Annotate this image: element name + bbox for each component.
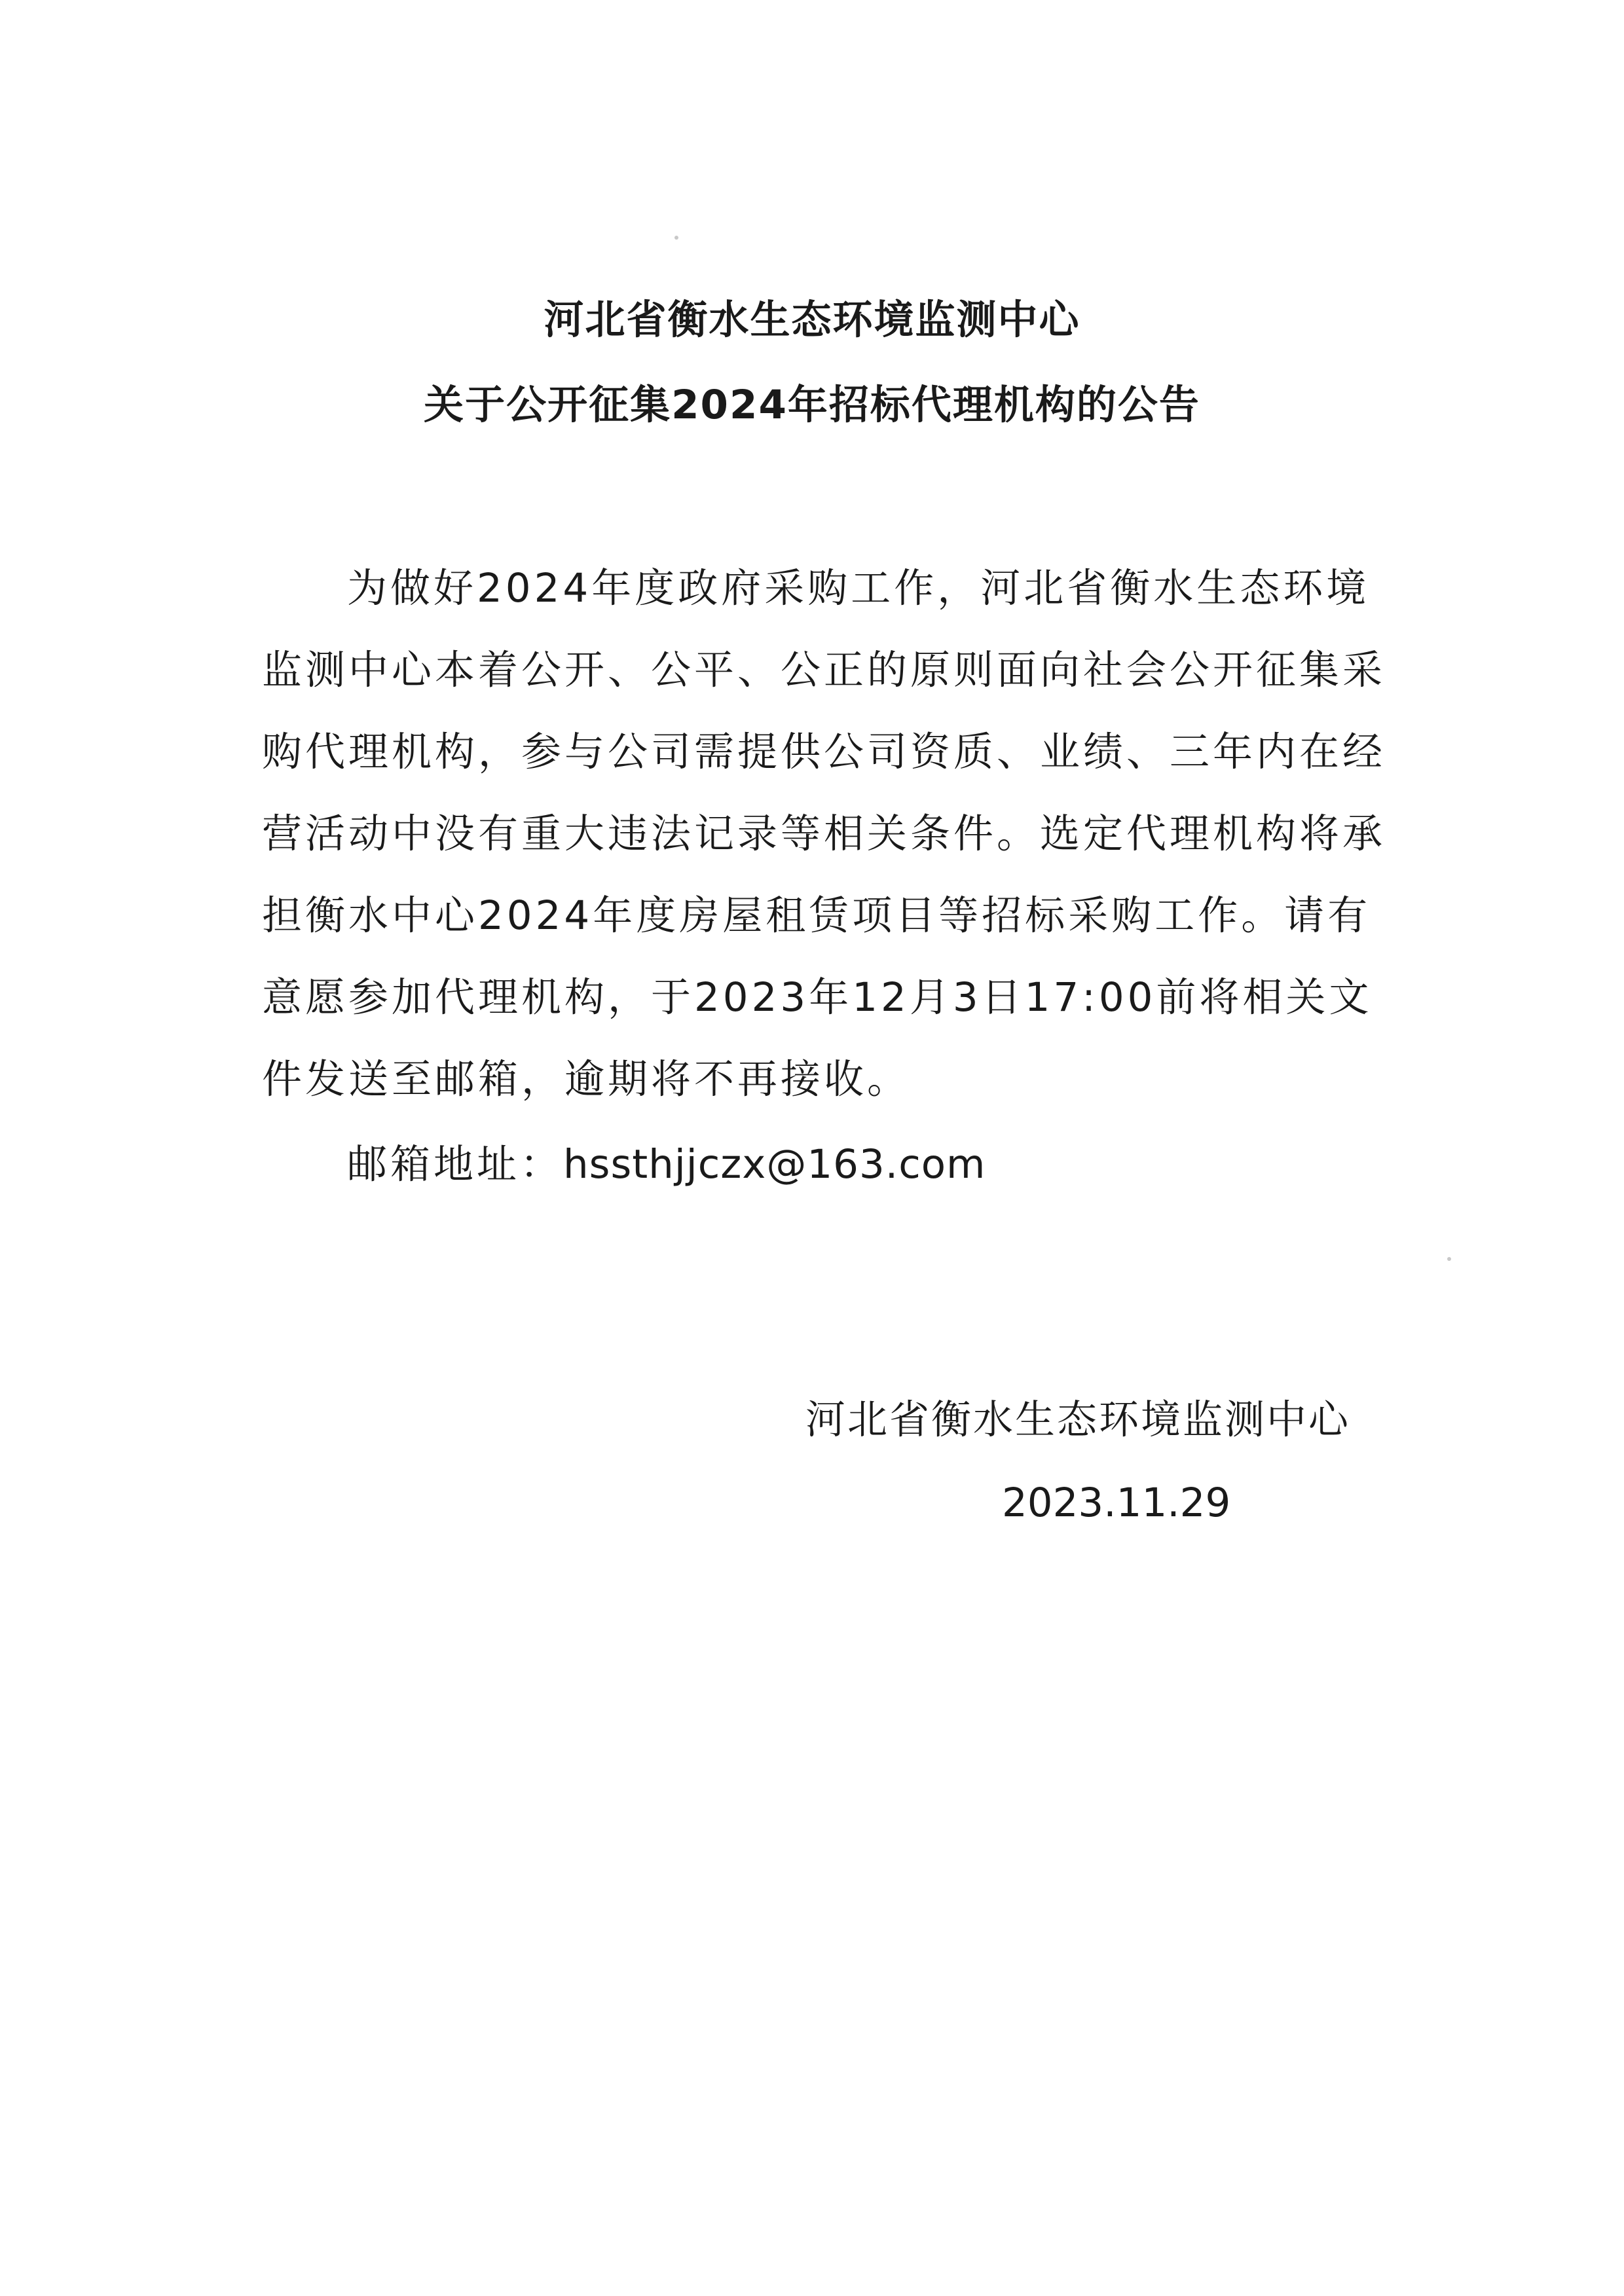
paragraph-line: 为做好2024年度政府采购工作，河北省衡水生态环境 (347, 565, 1370, 611)
email-label: 邮箱地址： (347, 1141, 564, 1188)
email-line (347, 1133, 1401, 1190)
signature-organization: 河北省衡水生态环境监测中心 (805, 1396, 1351, 1443)
paragraph-line: 购代理机构，参与公司需提供公司资质、业绩、三年内在经 (262, 729, 1386, 775)
paragraph-line: 担衡水中心2024年度房屋租赁项目等招标采购工作。请有 (262, 892, 1371, 939)
document-title-line-2: 关于公开征集2024年招标代理机构的公告 (424, 382, 1200, 428)
document-title-line-1: 河北省衡水生态环境监测中心 (544, 297, 1080, 343)
paragraph-line: 营活动中没有重大违法记录等相关条件。选定代理机构将承 (262, 811, 1386, 857)
scan-speck (674, 236, 678, 240)
paragraph-line: 意愿参加代理机构，于2023年12月3日17:00前将相关文 (262, 974, 1373, 1021)
signature-date: 2023.11.29 (1002, 1480, 1231, 1526)
paragraph-line: 件发送至邮箱，逾期将不再接收。 (262, 1056, 911, 1102)
scan-speck (1447, 1257, 1451, 1261)
paragraph-line: 监测中心本着公开、公平、公正的原则面向社会公开征集采 (262, 647, 1386, 693)
email-address: hssthjjczx@163.com (563, 1141, 986, 1188)
